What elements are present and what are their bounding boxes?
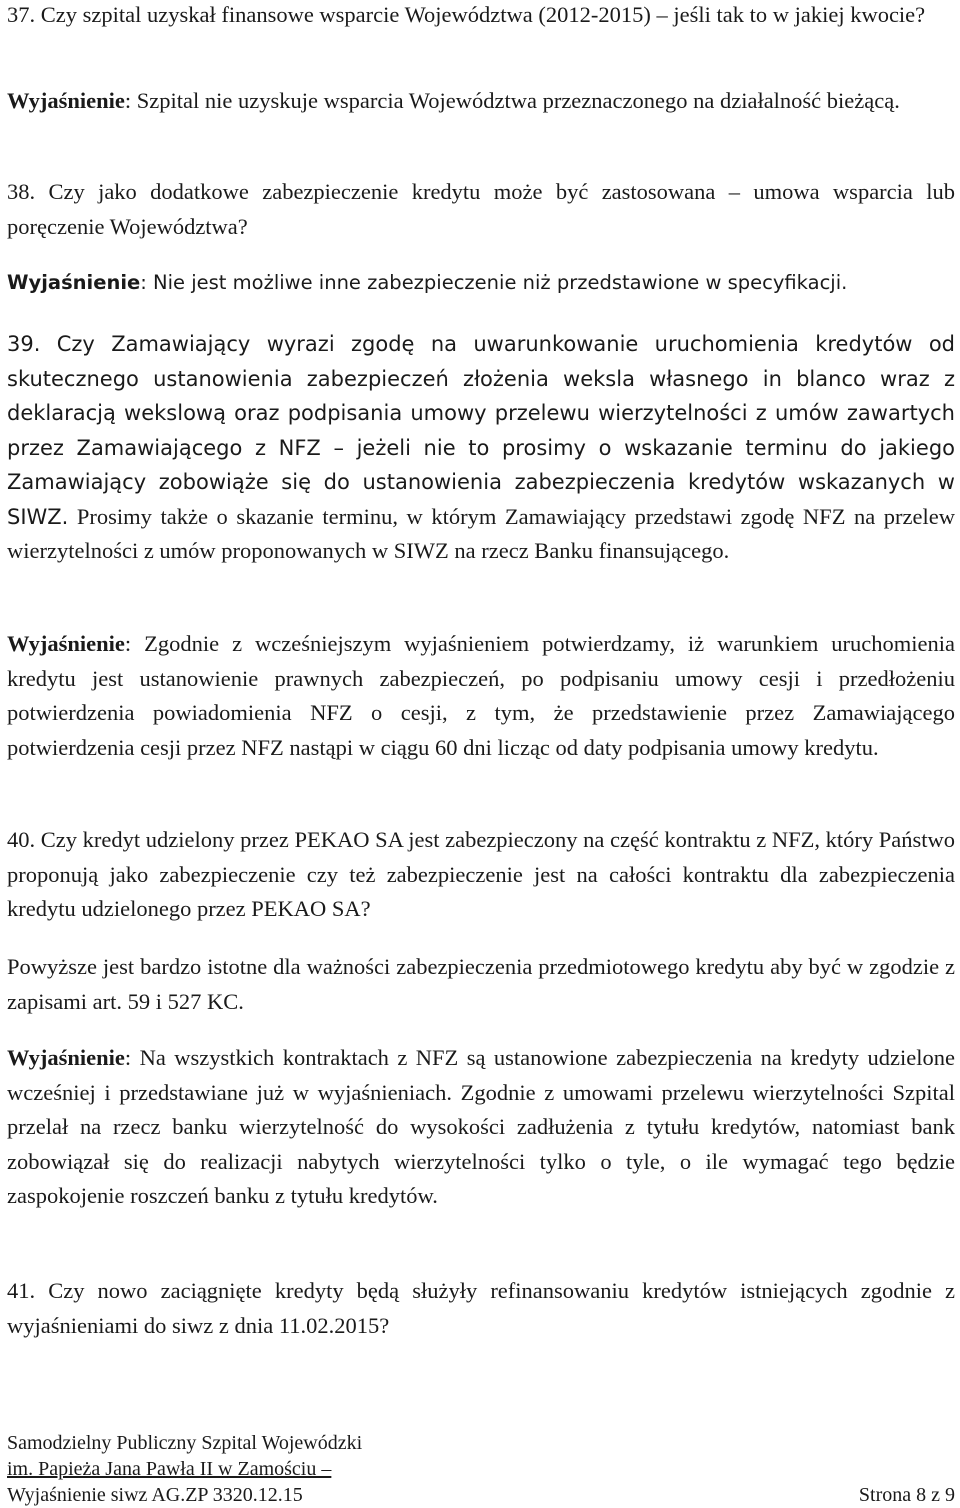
question-37: 37. Czy szpital uzyskał finansowe wsparcie Województwa (2012-2015) – jeśli tak to w jakiej kwocie?: [7, 2, 926, 27]
note-40: Powyższe jest bardzo istotne dla ważności zabezpieczenia przedmiotowego kredytu aby być w zgodzie z zapisami art. 59 i 527 KC.: [7, 954, 955, 1014]
answer-38: [7, 266, 955, 301]
footer-institution: Samodzielny Publiczny Szpital Wojewódzki: [7, 1432, 363, 1454]
footer-document-ref: Wyjaśnienie siwz AG.ZP 3320.12.15: [7, 1484, 303, 1506]
answer-text: : Na wszystkich kontraktach z NFZ są ustanowione zabezpieczenia na kredyty udzielone wcześniej i przedstawiane już w wyjaśnieniach. Zgodnie z umowami przelewu wierzytelności Szpital przelał na rzecz banku wierzytelność do wysokości zadłużenia z tytułu kredytów, natomiast bank zobowiązał się do realizacji nabytych wierzytelności tylko o tyle, o ile wymagać tego będzie zaspokojenie roszczeń banku z tytułu kredytów.: [7, 1045, 955, 1208]
question-39: [7, 327, 955, 569]
question-40: 40. Czy kredyt udzielony przez PEKAO SA jest zabezpieczony na część kontraktu z NFZ, który Państwo proponują jako zabezpieczenie czy też zabezpieczenie jest na całości kontraktu dla zabezpieczenia kredytu udzielonego przez PEKAO SA?: [7, 827, 955, 921]
question-text-part1: 39. Czy Zamawiający wyrazi zgodę na uwarunkowanie uruchomienia kredytów od skutecznego ustanowienia zabezpieczeń złożenia weksla własnego in blanco wraz z deklaracją wekslową oraz podpisania umowy przelewu wierzytelności z umów zawartych przez Zamawiającego z NFZ – jeżeli nie to prosimy o wskazanie terminu do jakiego Zamawiający zobowiąże się do ustanowienia zabezpieczenia kredytów wskazanych w SIWZ.: [7, 332, 955, 529]
answer-label: Wyjaśnienie: [7, 1045, 125, 1070]
page-number: Strona 8 z 9: [858, 1484, 955, 1506]
question-41: 41. Czy nowo zaciągnięte kredyty będą służyły refinansowaniu kredytów istniejących zgodnie z wyjaśnieniami do siwz z dnia 11.02.2015?: [7, 1278, 955, 1338]
question-text-part2: Prosimy także o skazanie terminu, w którym Zamawiający przedstawi zgodę NFZ na przelew wierzytelności z umów proponowanych w SIWZ na rzecz Banku finansującego.: [7, 503, 955, 563]
answer-label: Wyjaśnienie: [7, 631, 125, 656]
page-footer: [7, 1430, 955, 1508]
answer-text: : Zgodnie z wcześniejszym wyjaśnieniem potwierdzamy, iż warunkiem uruchomienia kredytu jest ustanowienie prawnych zabezpieczeń, po podpisaniu umowy cesji i przedłożeniu potwierdzenia powiadomienia NFZ o cesji, z tym, że przedstawienie przez Zamawiającego potwierdzenia cesji przez NFZ nastąpi w ciągu 60 dni licząc od daty podpisania umowy kredytu.: [7, 631, 955, 760]
answer-label: Wyjaśnienie: [7, 88, 125, 113]
question-38: 38. Czy jako dodatkowe zabezpieczenie kredytu może być zastosowana – umowa wsparcia lub poręczenie Województwa?: [7, 179, 955, 239]
footer-bottom-row: [7, 1482, 955, 1508]
answer-40: [7, 1041, 955, 1214]
answer-37: [7, 84, 955, 119]
answer-39: [7, 627, 955, 765]
answer-label: Wyjaśnienie: [7, 271, 141, 294]
answer-text: : Szpital nie uzyskuje wsparcia Województwa przeznaczonego na działalność bieżącą.: [124, 88, 900, 113]
footer-address: im. Papieża Jana Pawła II w Zamościu –: [7, 1458, 332, 1480]
answer-text: : Nie jest możliwe inne zabezpieczenie niż przedstawione w specyfikacji.: [140, 271, 848, 294]
